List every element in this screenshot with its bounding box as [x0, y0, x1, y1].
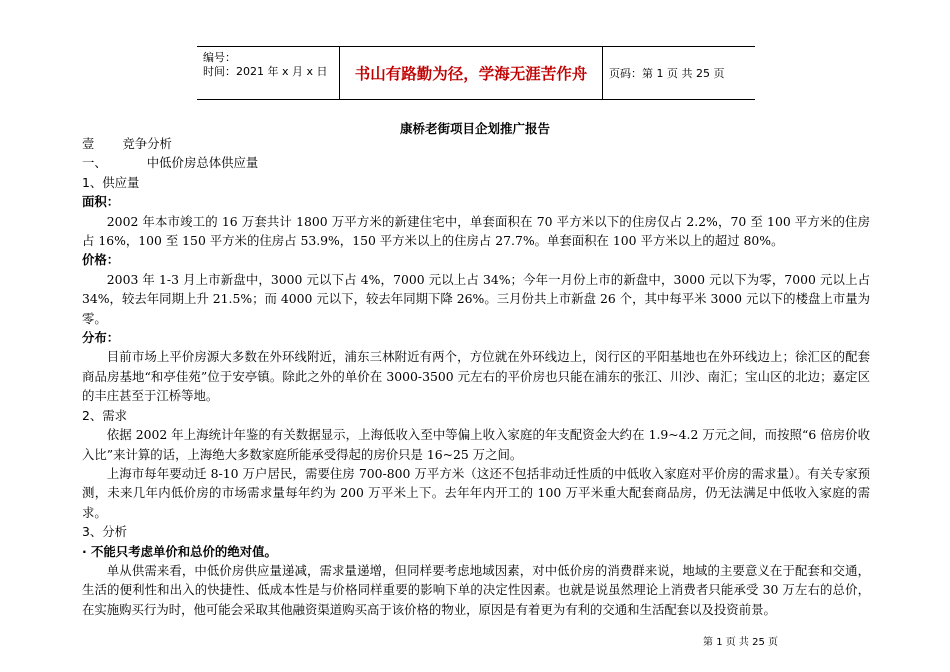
page-header	[197, 46, 755, 100]
label-distribution: 分布：	[82, 330, 120, 346]
heading-demand: 2、需求	[82, 407, 128, 423]
paragraph-distribution: 目前市场上平价房源大多数在外环线附近，浦东三林附近有两个，方位就在外环线边上，闵行区的平阳基地也在外环线边上；徐汇区的配套商品房基地“和亭佳苑”位于安亭镇。除此之外的单价在 3000-3500 元左右的平价房也只能在浦东的张江、川沙、南汇；宝山区的北边；嘉定区的丰庄甚至于江桥等地。	[82, 349, 870, 404]
subsection-number: 一、	[82, 155, 107, 171]
heading-supply: 1、供应量	[82, 174, 140, 190]
document-title: 康桥老街项目企划推广报告	[399, 121, 550, 136]
date-label: 时间：2021 年 x 月 x 日	[203, 65, 328, 78]
document-body	[82, 134, 870, 619]
code-label: 编号：	[203, 51, 236, 64]
subsection-heading-supply-overview	[82, 153, 870, 172]
paragraph-demand-2: 上海市每年要动迁 8-10 万户居民，需要住房 700-800 万平方米（这还不包括非动迁性质的中低收入家庭对平价房的需求量）。有关专家预测，未来几年内低价房的市场需求量每年约为 200 万平米上下。去年年内开工的 100 万平米重大配套商品房，仍无法满足中低收入家庭的需求。	[82, 465, 870, 520]
label-area: 面积：	[82, 194, 120, 210]
label-price: 价格：	[82, 252, 120, 268]
section-number: 壹	[82, 136, 95, 151]
header-motto: 书山有路勤为径，学海无涯苦作舟	[339, 47, 603, 99]
header-meta	[197, 47, 339, 99]
paragraph-demand-1: 依据 2002 年上海统计年鉴的有关数据显示，上海低收入至中等偏上收入家庭的年支配资金大约在 1.9~4.2 万元之间，而按照“6 倍房价收入比”来计算的话，上海绝大多数家庭所能承受得起的房价只是 16~25 万之间。	[82, 427, 870, 462]
paragraph-price: 2003 年 1-3 月上市新盘中，3000 元以下占 4%，7000 元以上占 34%；今年一月份上市的新盘中，3000 元以下为零，7000 元以上占 34%，较去年同期上升 21.5%；而 4000 元以下，较去年同期下降 26%。三月份共上市新盘 26 个，其中每平米 3000 元以下的楼盘上市量为零。	[82, 271, 870, 326]
subsection-title: 中低价房总体供应量	[146, 155, 259, 171]
heading-analysis: 3、分析	[82, 524, 128, 540]
paragraph-area: 2002 年本市竣工的 16 万套共计 1800 万平方米的新建住宅中，单套面积在 70 平方米以下的住房仅占 2.2%，70 至 100 平方米的住房占 16%，100 至 150 平方米的住房占 53.9%，150 平方米以上的住房占 27.7%。单套面积在 100 平方米以上的超过 80%。	[82, 213, 870, 249]
header-page-info: 页码：第 1 页 共 25 页	[609, 67, 725, 80]
section-title: 竞争分析	[122, 136, 172, 151]
paragraph-analysis: 单从供需来看，中低价房供应量递减，需求量递增，但同样要考虑地域因素，对中低价房的消费群来说，地域的主要意义在于配套和交通，生活的便利性和出入的快捷性、低成本性是与价格同样重要的影响下单的决定性因素。也就是说虽然理论上消费者只能承受 30 万左右的总价，在实施购买行为时，他可能会采取其他融资渠道购买高于该价格的物业，原因是有着更为有利的交通和生活配套以及投资前景。	[82, 562, 870, 617]
page-footer: 第 1 页 共 25 页	[703, 637, 778, 648]
section-heading-competition	[82, 134, 870, 153]
analysis-bullet: · 不能只考虑单价和总价的绝对值。	[82, 543, 277, 559]
